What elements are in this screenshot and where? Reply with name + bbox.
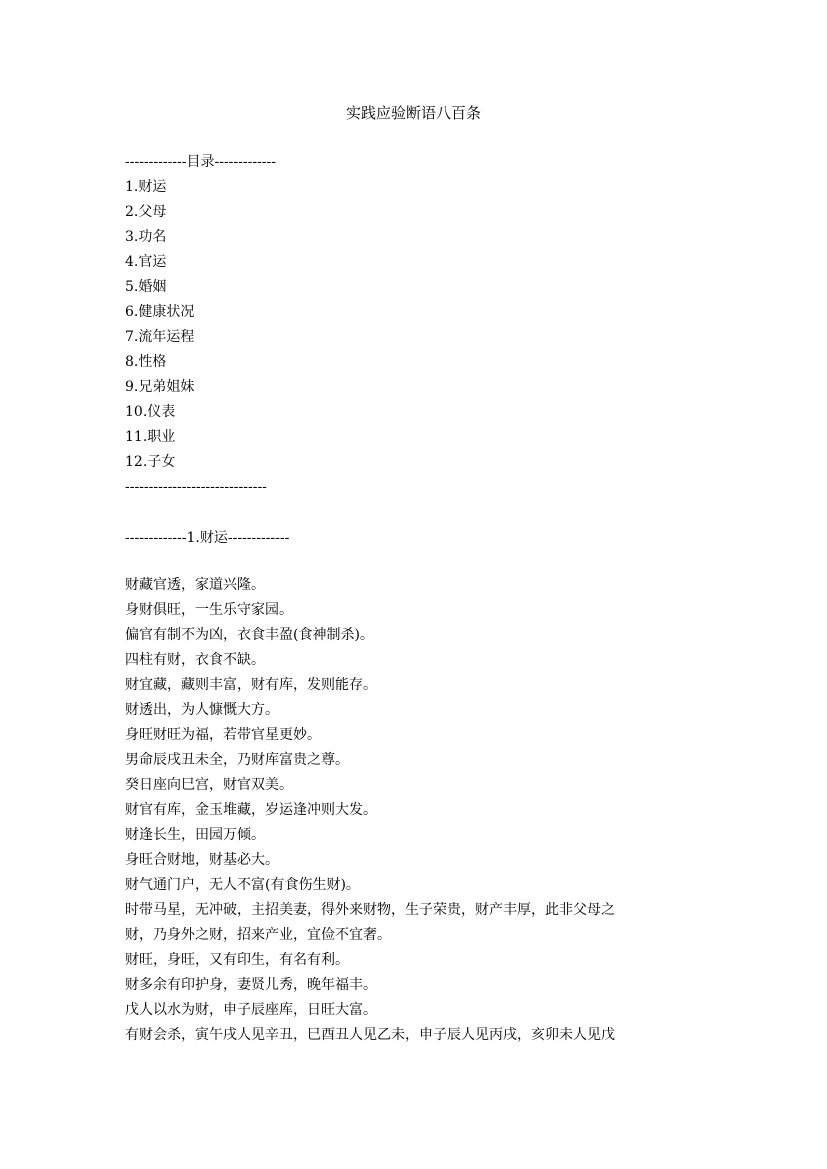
text-line: 财藏官透，家道兴隆。	[125, 577, 265, 593]
text-line: 时带马星，无冲破，主招美妻，得外来财物，生子荣贵，财产丰厚，此非父母之	[125, 902, 615, 918]
text-line: 四柱有财，衣食不缺。	[125, 652, 265, 668]
text-line: 财，乃身外之财，招来产业，宜俭不宜奢。	[125, 927, 391, 943]
toc-item[interactable]: 5.婚姻	[125, 279, 167, 295]
text-line: 财旺，身旺，又有印生，有名有利。	[125, 952, 349, 968]
toc-item[interactable]: 11.职业	[125, 429, 176, 445]
text-line: 财多余有印护身，妻贤儿秀，晚年福丰。	[125, 977, 377, 993]
section-heading-block	[125, 526, 715, 551]
table-of-contents	[125, 150, 715, 500]
text-line: 身旺财旺为福，若带官星更妙。	[125, 727, 321, 743]
document-title: 实践应验断语八百条	[345, 104, 481, 122]
toc-item[interactable]: 4.官运	[125, 254, 167, 270]
text-line: 戊人以水为财，申子辰座库，日旺大富。	[125, 1002, 377, 1018]
text-line: 偏官有制不为凶，衣食丰盈(食神制杀)。	[125, 627, 374, 643]
text-line: 有财会杀，寅午戌人见辛丑，巳酉丑人见乙未，申子辰人见丙戌，亥卯未人见戊	[125, 1027, 615, 1043]
text-line: 身财俱旺，一生乐守家园。	[125, 602, 293, 618]
text-line: 财官有库，金玉堆藏，岁运逢冲则大发。	[125, 802, 377, 818]
toc-item[interactable]: 7.流年运程	[125, 329, 195, 345]
text-line: 癸日座向巳宫，财官双美。	[125, 777, 293, 793]
section-body	[125, 573, 715, 1048]
text-line: 财宜藏，藏则丰富，财有库，发则能存。	[125, 677, 377, 693]
text-line: 身旺合财地，财基必大。	[125, 852, 279, 868]
text-line: 财逢长生，田园万倾。	[125, 827, 265, 843]
toc-item[interactable]: 6.健康状况	[125, 304, 195, 320]
toc-item[interactable]: 1.财运	[125, 179, 167, 195]
toc-item[interactable]: 2.父母	[125, 204, 167, 220]
toc-item[interactable]: 3.功名	[125, 229, 167, 245]
toc-header: -------------目录-------------	[125, 154, 276, 170]
section-heading: -------------1.财运-------------	[125, 530, 290, 546]
toc-footer: ------------------------------	[125, 479, 267, 495]
toc-list	[125, 175, 715, 475]
toc-item[interactable]: 12.子女	[125, 454, 176, 470]
toc-item[interactable]: 8.性格	[125, 354, 167, 370]
toc-item[interactable]: 9.兄弟姐妹	[125, 379, 195, 395]
text-line: 财气通门户，无人不富(有食伤生财)。	[125, 877, 360, 893]
text-line: 男命辰戌丑未全，乃财库富贵之尊。	[125, 752, 349, 768]
text-line: 财透出，为人慷慨大方。	[125, 702, 279, 718]
toc-item[interactable]: 10.仪表	[125, 404, 176, 420]
